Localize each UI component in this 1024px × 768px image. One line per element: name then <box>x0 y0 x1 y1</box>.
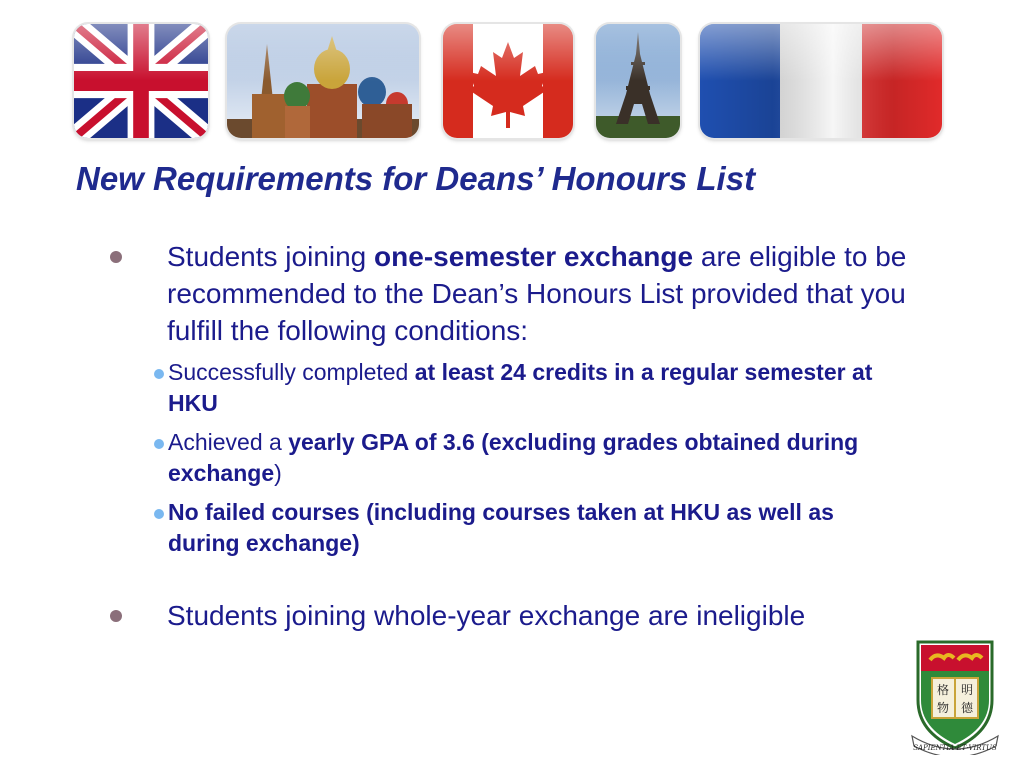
france-flag-image <box>700 24 942 138</box>
hku-crest-logo <box>910 640 1000 755</box>
page-title: New Requirements for Deans’ Honours List <box>76 160 756 197</box>
sub-bullet-item <box>110 497 910 559</box>
bullet-item <box>110 238 910 349</box>
svg-text:德: 德 <box>960 701 974 715</box>
svg-text:SAPIENTIA·ET·VIRTUS: SAPIENTIA·ET·VIRTUS <box>913 744 997 752</box>
uk-flag-image <box>74 24 208 138</box>
sub-bullet-item <box>110 357 910 419</box>
sub-bullet-text: Successfully completed at least 24 credits in a regular semester at HKU <box>168 359 873 416</box>
sub-bullet-item <box>110 427 910 489</box>
eiffel-tower-photo <box>596 24 680 138</box>
canada-flag-image <box>443 24 573 138</box>
svg-text:物: 物 <box>936 701 950 715</box>
bullet-dot <box>110 251 122 263</box>
cathedral-photo <box>227 24 419 138</box>
bullet-list <box>110 238 910 634</box>
bullet-text: Students joining whole-year exchange are ineligible <box>167 600 806 631</box>
sub-bullet-dot <box>154 509 164 519</box>
bullet-item <box>110 597 910 634</box>
bullet-dot <box>110 610 122 622</box>
sub-bullet-dot <box>154 439 164 449</box>
sub-bullet-text: No failed courses (including courses taken at HKU as well as during exchange) <box>168 499 834 556</box>
bullet-text: Students joining one-semester exchange are eligible to be recommended to the Dean’s Honours List provided that you fulfill the following conditions: <box>167 241 907 346</box>
svg-text:格: 格 <box>936 683 950 697</box>
sub-bullet-text: Achieved a yearly GPA of 3.6 (excluding grades obtained during exchange) <box>168 429 859 486</box>
svg-text:明: 明 <box>960 683 974 697</box>
sub-bullet-dot <box>154 369 164 379</box>
